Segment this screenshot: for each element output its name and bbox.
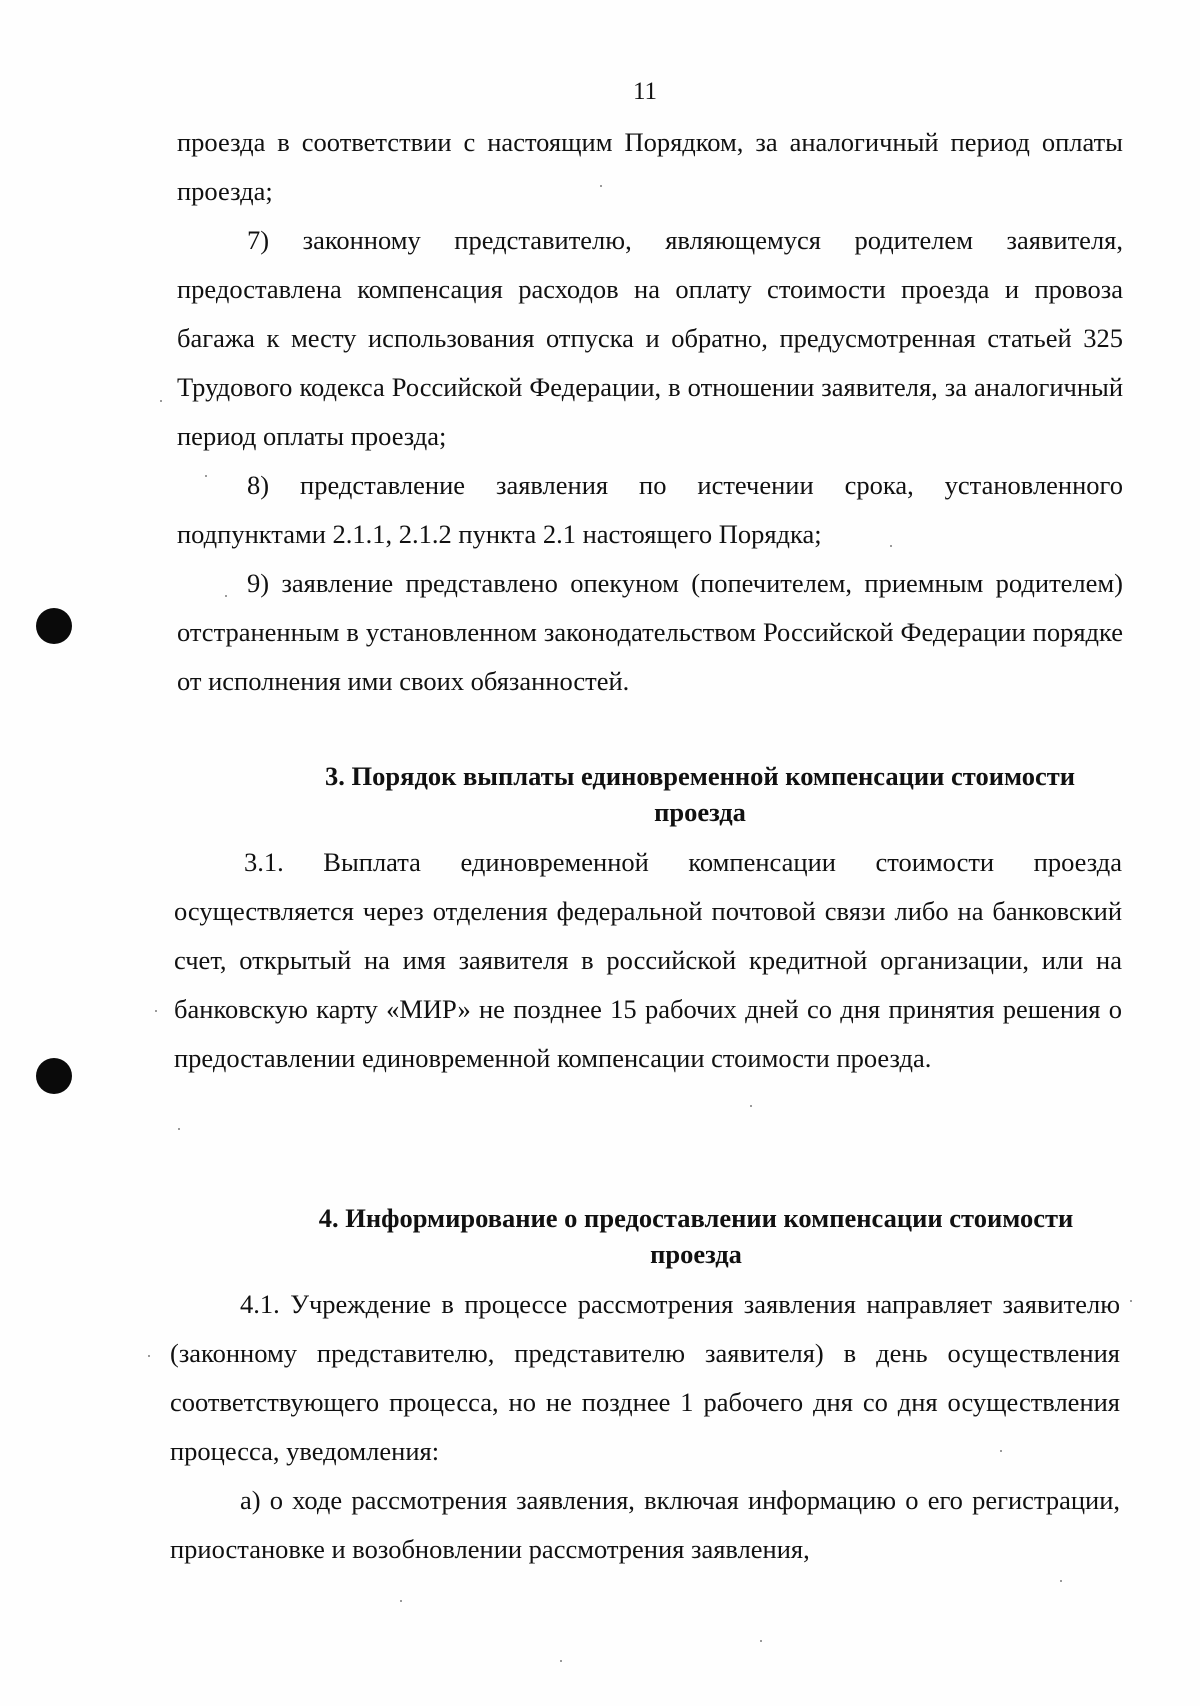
scan-speck <box>1060 1580 1062 1582</box>
scan-speck <box>160 400 162 402</box>
scan-speck <box>600 185 602 187</box>
scan-speck <box>148 1355 150 1357</box>
scan-speck <box>225 595 227 597</box>
scan-speck <box>178 1128 180 1130</box>
scan-speck <box>1000 1450 1002 1452</box>
scan-speck <box>155 1010 157 1012</box>
scan-speck <box>760 1640 762 1642</box>
section-3-heading-line1: 3. Порядок выплаты единовременной компенсации стоимости <box>325 761 1075 791</box>
hole-punch-mark <box>36 608 72 644</box>
paragraph-4-1: 4.1. Учреждение в процессе рассмотрения заявления направляет заявителю (законному представителю, представителю заявителя) в день осуществления соответствующего процесса, но не позднее 1 рабочего дня со дня осуществления процесса, уведомления: <box>170 1289 1120 1466</box>
paragraph-3-1: 3.1. Выплата единовременной компенсации стоимости проезда осуществляется через отделения федеральной почтовой связи либо на банковский счет, открытый на имя заявителя в российской кредитной организации, или на банковскую карту «МИР» не позднее 15 рабочих дней со дня принятия решения о предоставлении единовременной компенсации стоимости проезда. <box>174 847 1122 1073</box>
list-continuation <box>177 118 1123 706</box>
section-3-body <box>174 838 1122 1083</box>
list-item-9: 9) заявление представлено опекуном (попечителем, приемным родителем) отстраненным в установленном законодательством Российской Федерации порядке от исполнения ими своих обязанностей. <box>177 568 1123 696</box>
paragraph-continuation: проезда в соответствии с настоящим Порядком, за аналогичный период оплаты проезда; <box>177 127 1123 206</box>
scan-speck <box>560 1660 562 1662</box>
section-4-heading-line2: проезда <box>650 1239 742 1269</box>
scan-speck <box>750 1105 752 1107</box>
section-4-heading <box>246 1200 1146 1272</box>
list-item-8: 8) представление заявления по истечении срока, установленного подпунктами 2.1.1, 2.1.2 пункта 2.1 настоящего Порядка; <box>177 470 1123 549</box>
section-3-heading-line2: проезда <box>654 797 746 827</box>
section-3-heading <box>250 758 1150 830</box>
hole-punch-mark <box>36 1058 72 1094</box>
section-4-body <box>170 1280 1120 1574</box>
scan-speck <box>890 545 892 547</box>
scan-speck <box>205 475 207 477</box>
page-number: 11 <box>632 78 658 105</box>
scan-speck <box>1130 1300 1132 1302</box>
scan-speck <box>400 1600 402 1602</box>
paragraph-4-1-a: а) о ходе рассмотрения заявления, включая информацию о его регистрации, приостановке и возобновлении рассмотрения заявления, <box>170 1485 1120 1564</box>
list-item-7: 7) законному представителю, являющемуся родителем заявителя, предоставлена компенсация расходов на оплату стоимости проезда и провоза багажа к месту использования отпуска и обратно, предусмотренная статьей 325 Трудового кодекса Российской Федерации, в отношении заявителя, за аналогичный период оплаты проезда; <box>177 225 1123 451</box>
section-4-heading-line1: 4. Информирование о предоставлении компенсации стоимости <box>318 1203 1074 1233</box>
